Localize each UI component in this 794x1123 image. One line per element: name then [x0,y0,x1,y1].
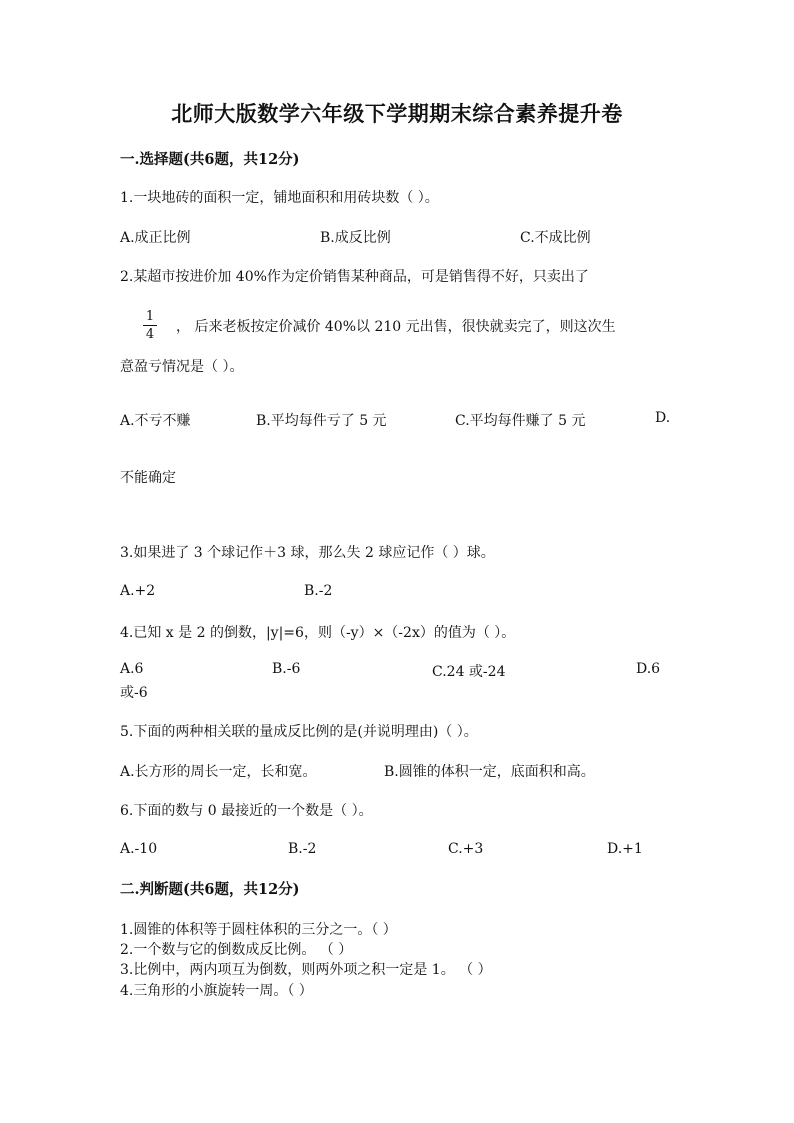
question-2-line1: 2.某超市按进价加 40%作为定价销售某种商品，可是销售得不好，只卖出了 [120,269,589,285]
q4-option-c[interactable]: C.24 或-24 [432,664,506,680]
q6-option-d[interactable]: D.+1 [607,841,643,857]
question-1: 1.一块地砖的面积一定，铺地面积和用砖块数（ ）。 [120,190,439,206]
judgement-item-2: 2.一个数与它的倒数成反比例。 （ ） [120,942,353,958]
q4-option-d-continued: 或-6 [120,685,148,701]
q3-option-a[interactable]: A.+2 [120,583,156,599]
fraction-bar [143,325,157,326]
question-4: 4.已知 x 是 2 的倒数，|y|=6，则（-y）×（-2x）的值为（ ）。 [120,625,516,641]
judgement-item-4: 4.三角形的小旗旋转一周。（ ） [120,983,313,999]
q5-option-b[interactable]: B.圆锥的体积一定，底面积和高。 [384,764,595,780]
section-heading-choice: 一.选择题(共6题，共12分) [120,151,300,168]
q1-option-a[interactable]: A.成正比例 [120,230,191,246]
question-2-line2: ， 后来老板按定价减价 40%以 210 元出售，很快就卖完了，则这次生 [176,319,616,335]
q3-option-b[interactable]: B.-2 [304,583,333,599]
section-heading-judgement: 二.判断题(共6题，共12分) [120,881,300,898]
page-title: 北师大版数学六年级下学期期末综合素养提升卷 [171,101,623,126]
q2-option-b[interactable]: B.平均每件亏了 5 元 [256,413,387,429]
question-6: 6.下面的数与 0 最接近的一个数是（ ）。 [120,803,373,819]
q2-option-c[interactable]: C.平均每件赚了 5 元 [455,413,586,429]
fraction-denominator: 4 [145,327,155,342]
q4-option-a[interactable]: A.6 [120,661,144,677]
question-2-line3: 意盈亏情况是（ ）。 [120,359,244,375]
q5-option-a[interactable]: A.长方形的周长一定，长和宽。 [120,764,317,780]
question-5: 5.下面的两种相关联的量成反比例的是(并说明理由)（ ）。 [120,724,478,740]
q4-option-b[interactable]: B.-6 [272,661,301,677]
q2-option-d-continued: 不能确定 [120,470,176,486]
q4-option-d[interactable]: D.6 [636,661,661,677]
fraction-one-quarter [143,309,157,342]
judgement-item-1: 1.圆锥的体积等于圆柱体积的三分之一。（ ） [120,922,397,938]
q6-option-b[interactable]: B.-2 [288,841,317,857]
q1-option-c[interactable]: C.不成比例 [520,230,591,246]
q2-option-a[interactable]: A.不亏不赚 [120,413,191,429]
judgement-item-3: 3.比例中，两内项互为倒数，则两外项之积一定是 1。 （ ） [120,962,492,978]
q1-option-b[interactable]: B.成反比例 [320,230,391,246]
question-3: 3.如果进了 3 个球记作＋3 球，那么失 2 球应记作（ ）球。 [120,545,495,561]
fraction-numerator: 1 [145,309,155,324]
q6-option-c[interactable]: C.+3 [448,841,484,857]
q6-option-a[interactable]: A.-10 [120,841,158,857]
q2-option-d[interactable]: D. [655,410,671,426]
